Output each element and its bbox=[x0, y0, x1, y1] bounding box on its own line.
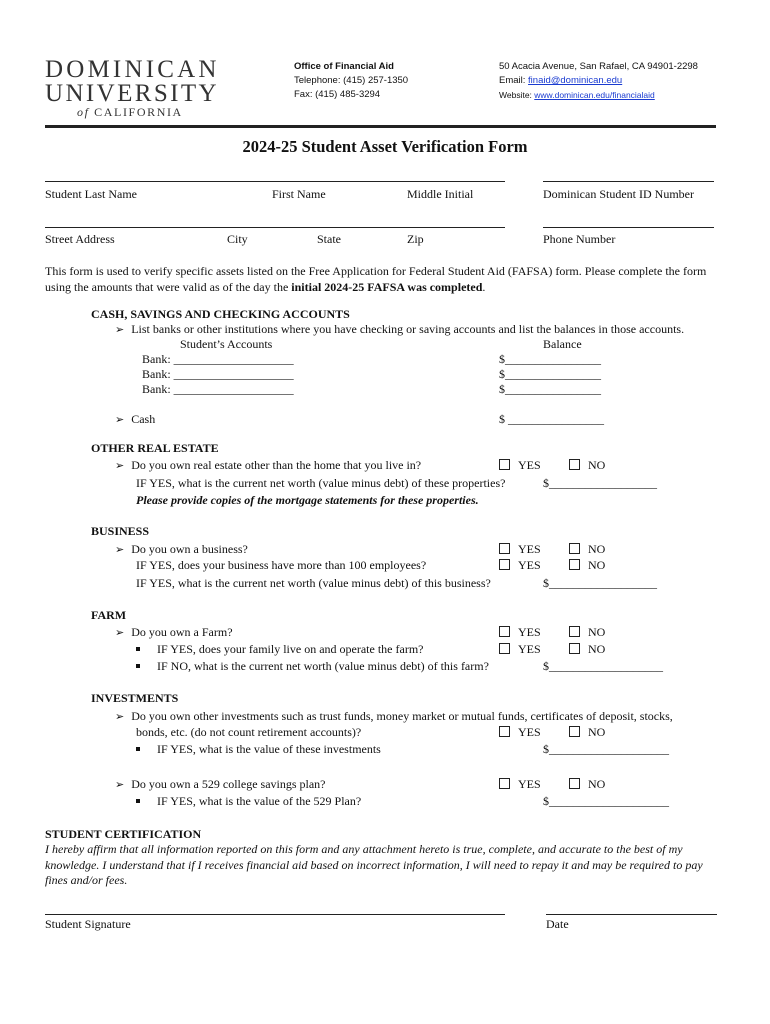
investments-q1-line2: bonds, etc. (do not count retirement accounts)? bbox=[136, 725, 362, 739]
square-bullet-icon bbox=[136, 647, 140, 651]
label-last-name: Student Last Name bbox=[45, 187, 137, 201]
real-estate-q2-field[interactable]: $__________________ bbox=[543, 476, 657, 490]
investments-q1-no[interactable] bbox=[569, 725, 605, 740]
label-date: Date bbox=[546, 917, 569, 931]
date-line[interactable] bbox=[546, 914, 717, 915]
university-logo bbox=[45, 56, 220, 119]
cash-row bbox=[115, 412, 155, 427]
intro-text: This form is used to verify specific assets listed on the Free Application for Federal Student Aid (FAFSA) form. Please complete the form using the amounts that were valid as of the day the bbox=[45, 264, 707, 294]
yes-label: YES bbox=[518, 777, 541, 791]
farm-q2-text: IF YES, does your family live on and operate the farm? bbox=[157, 642, 424, 656]
intro-bold: initial 2024-25 FAFSA was completed bbox=[291, 280, 483, 294]
address-line bbox=[45, 227, 505, 228]
student-id-line bbox=[543, 181, 714, 182]
email-link[interactable]: finaid@dominican.edu bbox=[528, 75, 623, 86]
cash-label: Cash bbox=[131, 412, 156, 426]
investments-q3-yes[interactable] bbox=[499, 777, 541, 792]
arrow-icon: ➢ bbox=[115, 627, 125, 639]
investments-q3-no[interactable] bbox=[569, 777, 605, 792]
balance-field-3[interactable]: $________________ bbox=[499, 382, 601, 396]
business-q2: IF YES, does your business have more than 100 employees? bbox=[136, 558, 427, 572]
office-telephone: Telephone: (415) 257-1350 bbox=[294, 75, 409, 86]
business-q2-yes[interactable] bbox=[499, 558, 541, 573]
investments-q3-text: Do you own a 529 college savings plan? bbox=[131, 777, 326, 791]
business-q2-no[interactable] bbox=[569, 558, 605, 573]
section-cash-heading: CASH, SAVINGS AND CHECKING ACCOUNTS bbox=[91, 307, 350, 321]
section-real-estate-heading: OTHER REAL ESTATE bbox=[91, 441, 219, 455]
no-label: NO bbox=[588, 625, 606, 639]
farm-q1 bbox=[115, 625, 233, 640]
email-line bbox=[499, 74, 698, 88]
label-signature: Student Signature bbox=[45, 917, 131, 931]
checkbox-icon[interactable] bbox=[499, 626, 510, 637]
intro-end: . bbox=[482, 280, 486, 294]
arrow-icon: ➢ bbox=[115, 414, 125, 426]
checkbox-icon[interactable] bbox=[499, 543, 510, 554]
farm-q1-text: Do you own a Farm? bbox=[131, 625, 233, 639]
checkbox-icon[interactable] bbox=[569, 559, 580, 570]
investments-q4-text: IF YES, what is the value of the 529 Plan? bbox=[157, 794, 362, 808]
arrow-icon: ➢ bbox=[115, 460, 125, 472]
label-middle-initial: Middle Initial bbox=[407, 187, 474, 201]
website-link[interactable]: www.dominican.edu/financialaid bbox=[534, 90, 655, 100]
section-investments-heading: INVESTMENTS bbox=[91, 691, 179, 705]
yes-label: YES bbox=[518, 725, 541, 739]
bank-field-1[interactable]: Bank: ____________________ bbox=[142, 352, 294, 366]
label-street: Street Address bbox=[45, 232, 115, 246]
no-label: NO bbox=[588, 777, 606, 791]
farm-q2-no[interactable] bbox=[569, 642, 605, 657]
cash-field[interactable]: $ ________________ bbox=[499, 412, 604, 426]
cash-instruction-text: List banks or other institutions where you have checking or saving accounts and list the balances in those accounts. bbox=[131, 322, 685, 336]
real-estate-q1 bbox=[115, 458, 421, 473]
business-q1 bbox=[115, 542, 248, 557]
farm-q3-field[interactable]: $___________________ bbox=[543, 659, 663, 673]
investments-q1-yes[interactable] bbox=[499, 725, 541, 740]
label-state: State bbox=[317, 232, 341, 246]
logo-line-2: UNIVERSITY bbox=[45, 80, 219, 107]
business-q1-no[interactable] bbox=[569, 542, 605, 557]
checkbox-icon[interactable] bbox=[499, 559, 510, 570]
checkbox-icon[interactable] bbox=[569, 459, 580, 470]
investments-q1-line1: Do you own other investments such as trust funds, money market or mutual funds, certificates of deposit, stocks, bbox=[131, 709, 673, 723]
square-bullet-icon bbox=[136, 747, 140, 751]
logo-california: CALIFORNIA bbox=[94, 105, 183, 119]
label-first-name: First Name bbox=[272, 187, 326, 201]
bank-field-3[interactable]: Bank: ____________________ bbox=[142, 382, 294, 396]
yes-label: YES bbox=[518, 542, 541, 556]
real-estate-q1-text: Do you own real estate other than the home that you live in? bbox=[131, 458, 422, 472]
farm-q3-text: IF NO, what is the current net worth (value minus debt) of this farm? bbox=[157, 659, 489, 673]
real-estate-q1-yes[interactable] bbox=[499, 458, 541, 473]
signature-line[interactable] bbox=[45, 914, 505, 915]
name-line bbox=[45, 181, 505, 182]
farm-q3 bbox=[136, 659, 489, 674]
farm-q2 bbox=[136, 642, 423, 657]
col-accounts: Student’s Accounts bbox=[180, 337, 273, 351]
contact-block bbox=[499, 60, 698, 102]
investments-q4-field[interactable]: $____________________ bbox=[543, 794, 669, 808]
checkbox-icon[interactable] bbox=[569, 626, 580, 637]
certification-heading: STUDENT CERTIFICATION bbox=[45, 827, 202, 841]
business-q3-field[interactable]: $__________________ bbox=[543, 576, 657, 590]
office-block bbox=[294, 60, 408, 102]
farm-q1-yes[interactable] bbox=[499, 625, 541, 640]
office-fax: Fax: (415) 485-3294 bbox=[294, 89, 381, 100]
farm-q2-yes[interactable] bbox=[499, 642, 541, 657]
balance-field-1[interactable]: $________________ bbox=[499, 352, 601, 366]
address: 50 Acacia Avenue, San Rafael, CA 94901-2298 bbox=[499, 61, 698, 72]
real-estate-q2: IF YES, what is the current net worth (value minus debt) of these properties? bbox=[136, 476, 506, 490]
col-balance: Balance bbox=[543, 337, 582, 351]
bank-field-2[interactable]: Bank: ____________________ bbox=[142, 367, 294, 381]
arrow-icon: ➢ bbox=[115, 711, 125, 723]
label-student-id: Dominican Student ID Number bbox=[543, 187, 694, 201]
checkbox-icon[interactable] bbox=[569, 778, 580, 789]
no-label: NO bbox=[588, 542, 606, 556]
investments-q4 bbox=[136, 794, 361, 809]
business-q3: IF YES, what is the current net worth (value minus debt) of this business? bbox=[136, 576, 491, 590]
arrow-icon: ➢ bbox=[115, 779, 125, 791]
cash-instruction bbox=[115, 322, 725, 337]
arrow-icon: ➢ bbox=[115, 324, 125, 336]
website-line bbox=[499, 88, 698, 102]
balance-field-2[interactable]: $________________ bbox=[499, 367, 601, 381]
investments-q3 bbox=[115, 777, 326, 792]
logo-of: of bbox=[77, 105, 90, 119]
real-estate-note: Please provide copies of the mortgage statements for these properties. bbox=[136, 493, 479, 507]
investments-q2-field[interactable]: $____________________ bbox=[543, 742, 669, 756]
real-estate-q1-no[interactable] bbox=[569, 458, 605, 473]
section-farm-heading: FARM bbox=[91, 608, 127, 622]
no-label: NO bbox=[588, 725, 606, 739]
investments-q1 bbox=[115, 709, 725, 724]
label-zip: Zip bbox=[407, 232, 424, 246]
square-bullet-icon bbox=[136, 664, 140, 668]
logo-line-3 bbox=[77, 105, 215, 119]
business-q1-text: Do you own a business? bbox=[131, 542, 248, 556]
business-q1-yes[interactable] bbox=[499, 542, 541, 557]
website-label: Website: bbox=[499, 90, 535, 100]
checkbox-icon[interactable] bbox=[569, 726, 580, 737]
label-phone: Phone Number bbox=[543, 232, 616, 246]
yes-label: YES bbox=[518, 642, 541, 656]
checkbox-icon[interactable] bbox=[569, 643, 580, 654]
no-label: NO bbox=[588, 558, 606, 572]
checkbox-icon[interactable] bbox=[499, 643, 510, 654]
phone-line bbox=[543, 227, 714, 228]
yes-label: YES bbox=[518, 458, 541, 472]
page-title: 2024-25 Student Asset Verification Form bbox=[242, 137, 528, 156]
yes-label: YES bbox=[518, 558, 541, 572]
investments-q2-text: IF YES, what is the value of these investments bbox=[157, 742, 381, 756]
farm-q1-no[interactable] bbox=[569, 625, 605, 640]
square-bullet-icon bbox=[136, 799, 140, 803]
certification-text: I hereby affirm that all information reported on this form and any attachment hereto is true, complete, and accurate to the best of my knowledge. I understand that if I receives financial aid based on incorrect information, I will need to repay it and may be required to pay fines and/or fees. bbox=[45, 842, 703, 887]
intro-paragraph bbox=[45, 263, 721, 295]
yes-label: YES bbox=[518, 625, 541, 639]
investments-q2 bbox=[136, 742, 381, 757]
section-business-heading: BUSINESS bbox=[91, 524, 150, 538]
checkbox-icon[interactable] bbox=[499, 459, 510, 470]
email-label: Email: bbox=[499, 75, 529, 86]
checkbox-icon[interactable] bbox=[569, 543, 580, 554]
no-label: NO bbox=[588, 458, 606, 472]
checkbox-icon[interactable] bbox=[499, 726, 510, 737]
no-label: NO bbox=[588, 642, 606, 656]
checkbox-icon[interactable] bbox=[499, 778, 510, 789]
logo-line-1: DOMINICAN bbox=[45, 56, 220, 83]
label-city: City bbox=[227, 232, 248, 246]
office-name: Office of Financial Aid bbox=[294, 61, 394, 72]
arrow-icon: ➢ bbox=[115, 544, 125, 556]
header-divider bbox=[45, 125, 716, 128]
